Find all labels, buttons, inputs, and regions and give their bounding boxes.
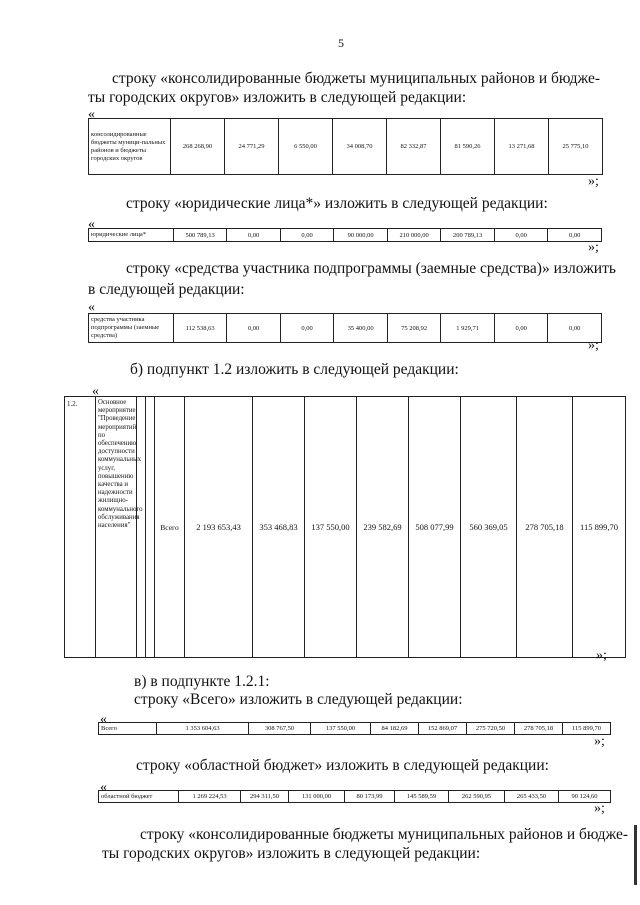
funding-source: Всего	[155, 397, 185, 658]
cell-value: 0,00	[227, 229, 281, 242]
paragraph-regional-budget: строку «областной бюджет» изложить в следующей редакции:	[136, 757, 549, 774]
cell-value: 0,00	[227, 314, 281, 343]
cell-value: 2 193 653,43	[185, 397, 253, 658]
cell-value: 25 775,10	[549, 119, 603, 175]
cell-value: 1 929,71	[441, 314, 495, 343]
close-quote: »;	[588, 174, 599, 189]
paragraph-participant-funds-line2: в следующей редакции:	[88, 281, 245, 298]
paragraph-consolidated-line1: строку «консолидированные бюджеты муниципальных районов и бюдже-	[112, 70, 601, 87]
cell-value: 0,00	[548, 229, 602, 242]
cell-value: 1 269 224,53	[179, 791, 241, 803]
cell-value: 1 353 604,63	[157, 723, 249, 735]
table-consolidated-budgets	[88, 118, 603, 175]
cell-value: 239 582,69	[357, 397, 409, 658]
cell-value: 115 899,70	[563, 723, 611, 735]
cell-value: 84 182,69	[371, 723, 419, 735]
table-total	[98, 722, 611, 735]
cell-value: 268 268,90	[171, 119, 225, 175]
paragraph-participant-funds-line1: строку «средства участника подпрограммы (заемные средства)» изложить	[126, 260, 616, 277]
cell-value: 34 008,70	[333, 119, 387, 175]
cell-value: 152 869,07	[419, 723, 467, 735]
row-label: Всего	[99, 723, 157, 735]
paragraph-consolidated-repeat-line1: строку «консолидированные бюджеты муниципальных районов и бюдже-	[140, 826, 629, 843]
table-regional-budget	[98, 790, 611, 803]
cell-value: 82 332,87	[387, 119, 441, 175]
open-quote: «	[100, 712, 107, 727]
cell-value: 508 077,99	[409, 397, 461, 658]
cell-value: 6 550,00	[279, 119, 333, 175]
cell-value: 81 590,26	[441, 119, 495, 175]
cell-value: 0,00	[494, 229, 548, 242]
paragraph-consolidated-repeat-line2: ты городских округов» изложить в следующей редакции:	[102, 845, 481, 862]
cell-value: 137 550,00	[311, 723, 371, 735]
cell-value: 210 000,00	[387, 229, 441, 242]
open-quote: «	[88, 300, 95, 315]
cell-value: 145 589,59	[395, 791, 449, 803]
cell-value: 560 369,05	[461, 397, 517, 658]
cell-value: 115 899,70	[573, 397, 626, 658]
cell-value: 278 705,18	[517, 397, 573, 658]
cell-value: 308 767,50	[249, 723, 311, 735]
cell-value: 90 000,00	[334, 229, 388, 242]
table-row	[65, 397, 626, 658]
cell-value: 0,00	[280, 229, 334, 242]
cell-value: 200 789,13	[441, 229, 495, 242]
page-number: 5	[338, 36, 344, 50]
row-label: областной бюджет	[99, 791, 179, 803]
row-label: консолидированные бюджеты муници-пальных районов и бюджеты городских округов	[89, 119, 171, 175]
row-label: юридические лица*	[89, 229, 174, 242]
cell-value: 13 271,68	[495, 119, 549, 175]
cell-value: 294 311,50	[241, 791, 289, 803]
open-quote: «	[100, 780, 107, 795]
open-quote: «	[92, 384, 99, 399]
open-quote: «	[88, 217, 95, 232]
table-participant-funds	[88, 313, 602, 343]
cell-value: 131 000,00	[289, 791, 345, 803]
cell-value: 0,00	[280, 314, 334, 343]
table-row	[99, 791, 611, 803]
cell-value: 0,00	[548, 314, 602, 343]
cell-value: 75 208,92	[387, 314, 441, 343]
cell-value: 262 590,95	[449, 791, 505, 803]
empty-cell	[137, 397, 146, 658]
cell-value: 112 538,63	[173, 314, 227, 343]
row-number: 1.2.	[65, 397, 96, 658]
cell-value: 24 771,29	[225, 119, 279, 175]
close-quote: »;	[594, 801, 605, 816]
empty-cell	[146, 397, 155, 658]
table-row	[89, 229, 602, 242]
paragraph-subclause-1-2-1: в) в подпункте 1.2.1:	[134, 673, 270, 690]
cell-value: 353 468,83	[253, 397, 305, 658]
cell-value: 500 789,13	[173, 229, 227, 242]
cell-value: 265 433,50	[505, 791, 559, 803]
cell-value: 137 550,00	[305, 397, 357, 658]
scan-edge-mark	[634, 825, 637, 885]
table-legal-entities	[88, 228, 602, 242]
table-main-activity-1-2	[64, 396, 626, 658]
cell-value: 275 720,50	[467, 723, 515, 735]
paragraph-total-row: строку «Всего» изложить в следующей редакции:	[134, 691, 463, 708]
cell-value: 0,00	[494, 314, 548, 343]
open-quote: «	[88, 107, 95, 122]
paragraph-consolidated-line2: ты городских округов» изложить в следующей редакции:	[88, 89, 467, 106]
row-label: средства участника подпрограммы (заемные средства)	[89, 314, 174, 343]
close-quote: »;	[588, 338, 599, 353]
paragraph-legal-entities: строку «юридические лица*» изложить в следующей редакции:	[126, 195, 548, 212]
cell-value: 35 400,00	[334, 314, 388, 343]
close-quote: »;	[588, 240, 599, 255]
cell-value: 90 124,60	[559, 791, 611, 803]
cell-value: 80 173,99	[345, 791, 395, 803]
row-label: Основное мероприятие "Проведение мероприятий по обеспечению доступности коммунальных услуг, повышению качества и надежности жилищно-коммунального обслуживания населения"	[96, 397, 137, 658]
table-row	[99, 723, 611, 735]
cell-value: 278 705,18	[515, 723, 563, 735]
table-row	[89, 119, 603, 175]
close-quote: »;	[594, 734, 605, 749]
close-quote: »;	[596, 648, 607, 663]
table-row	[89, 314, 602, 343]
paragraph-subclause-1-2: б) подпункт 1.2 изложить в следующей редакции:	[130, 361, 459, 378]
